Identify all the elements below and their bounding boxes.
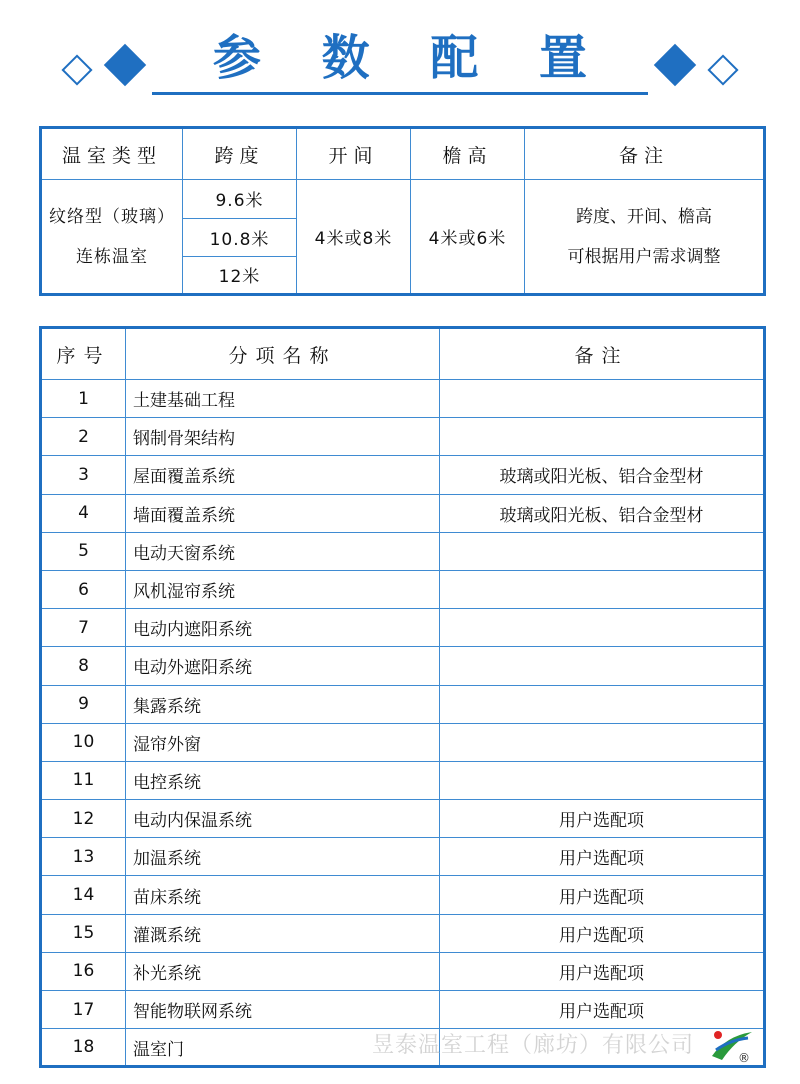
title-underline: [152, 92, 648, 95]
item-note: 用户选配项: [440, 952, 765, 990]
row-number: 9: [41, 685, 126, 723]
item-name: 加温系统: [126, 838, 440, 876]
item-note: [440, 685, 765, 723]
items-header-row: [41, 328, 765, 380]
row-number: 10: [41, 723, 126, 761]
item-name: 苗床系统: [126, 876, 440, 914]
spec-header-note: 备注: [525, 128, 765, 180]
item-name: 温室门: [126, 1029, 440, 1067]
item-name: 墙面覆盖系统: [126, 494, 440, 532]
row-number: 11: [41, 761, 126, 799]
item-note: [440, 609, 765, 647]
item-name: 湿帘外窗: [126, 723, 440, 761]
table-row: [41, 800, 765, 838]
item-note: 用户选配项: [440, 914, 765, 952]
item-note: [440, 647, 765, 685]
item-note: 用户选配项: [440, 876, 765, 914]
bay-value: 4米或8米: [297, 180, 411, 295]
page-title: 参 数 配 置: [212, 30, 610, 86]
row-number: 14: [41, 876, 126, 914]
row-number: 12: [41, 800, 126, 838]
table-row: [41, 914, 765, 952]
item-name: 灌溉系统: [126, 914, 440, 952]
item-name: 智能物联网系统: [126, 991, 440, 1029]
row-number: 17: [41, 991, 126, 1029]
company-logo-icon: [708, 1026, 758, 1066]
items-table-body: [41, 380, 765, 1067]
row-number: 15: [41, 914, 126, 952]
span-value: 12米: [183, 256, 297, 294]
table-row: [41, 685, 765, 723]
items-header-name: 分项名称: [126, 328, 440, 380]
items-header-note: 备注: [440, 328, 765, 380]
company-watermark: 昱泰温室工程（廊坊）有限公司: [372, 1033, 695, 1058]
hollow-diamond-icon: [61, 54, 92, 85]
greenhouse-type-line1: 纹络型（玻璃）: [49, 206, 175, 227]
span-value: 9.6米: [183, 180, 297, 218]
items-table: [39, 326, 766, 1068]
table-row: [41, 380, 765, 418]
item-note: [440, 570, 765, 608]
item-name: 补光系统: [126, 952, 440, 990]
item-name: 电动内遮阳系统: [126, 609, 440, 647]
item-name: 土建基础工程: [126, 380, 440, 418]
row-number: 7: [41, 609, 126, 647]
table-row: [41, 991, 765, 1029]
item-note: [440, 532, 765, 570]
row-number: 13: [41, 838, 126, 876]
trademark-symbol: ®: [738, 1051, 750, 1065]
item-note: [440, 418, 765, 456]
item-name: 电控系统: [126, 761, 440, 799]
table-row: [41, 952, 765, 990]
spec-header-span: 跨度: [183, 128, 297, 180]
table-row: [41, 723, 765, 761]
page-header: [0, 0, 800, 110]
spec-row: [41, 180, 765, 218]
item-name: 集露系统: [126, 685, 440, 723]
table-row: [41, 838, 765, 876]
table-row: [41, 418, 765, 456]
eave-value: 4米或6米: [411, 180, 525, 295]
table-row: [41, 876, 765, 914]
table-row: [41, 456, 765, 494]
spec-note-line2: 可根据用户需求调整: [567, 246, 721, 267]
table-row: [41, 609, 765, 647]
spec-header-row: [41, 128, 765, 180]
spec-header-type: 温室类型: [41, 128, 183, 180]
solid-diamond-icon: [104, 44, 146, 86]
row-number: 18: [41, 1029, 126, 1067]
row-number: 16: [41, 952, 126, 990]
table-row: [41, 647, 765, 685]
row-number: 5: [41, 532, 126, 570]
item-name: 屋面覆盖系统: [126, 456, 440, 494]
table-row: [41, 494, 765, 532]
spec-note-cell: [525, 180, 765, 295]
logo-red-dot: [714, 1031, 722, 1039]
spec-header-bay: 开间: [297, 128, 411, 180]
item-name: 电动外遮阳系统: [126, 647, 440, 685]
greenhouse-type-line2: 连栋温室: [76, 246, 148, 267]
row-number: 8: [41, 647, 126, 685]
item-name: 钢制骨架结构: [126, 418, 440, 456]
item-note: 玻璃或阳光板、铝合金型材: [440, 456, 765, 494]
spec-table: [39, 126, 766, 296]
span-value: 10.8米: [183, 218, 297, 256]
item-note: 用户选配项: [440, 800, 765, 838]
row-number: 3: [41, 456, 126, 494]
row-number: 6: [41, 570, 126, 608]
row-number: 1: [41, 380, 126, 418]
item-name: 电动天窗系统: [126, 532, 440, 570]
spec-header-eave: 檐高: [411, 128, 525, 180]
solid-diamond-icon: [654, 44, 696, 86]
item-note: [440, 380, 765, 418]
item-name: 电动内保温系统: [126, 800, 440, 838]
item-note: 用户选配项: [440, 838, 765, 876]
table-row: [41, 570, 765, 608]
table-row: [41, 532, 765, 570]
items-header-no: 序号: [41, 328, 126, 380]
item-name: 风机湿帘系统: [126, 570, 440, 608]
row-number: 2: [41, 418, 126, 456]
item-note: [440, 761, 765, 799]
table-row: [41, 761, 765, 799]
row-number: 4: [41, 494, 126, 532]
item-note: 玻璃或阳光板、铝合金型材: [440, 494, 765, 532]
greenhouse-type-cell: [41, 180, 183, 295]
spec-note-line1: 跨度、开间、檐高: [576, 206, 712, 227]
item-note: [440, 723, 765, 761]
hollow-diamond-icon: [707, 54, 738, 85]
item-note: 用户选配项: [440, 991, 765, 1029]
